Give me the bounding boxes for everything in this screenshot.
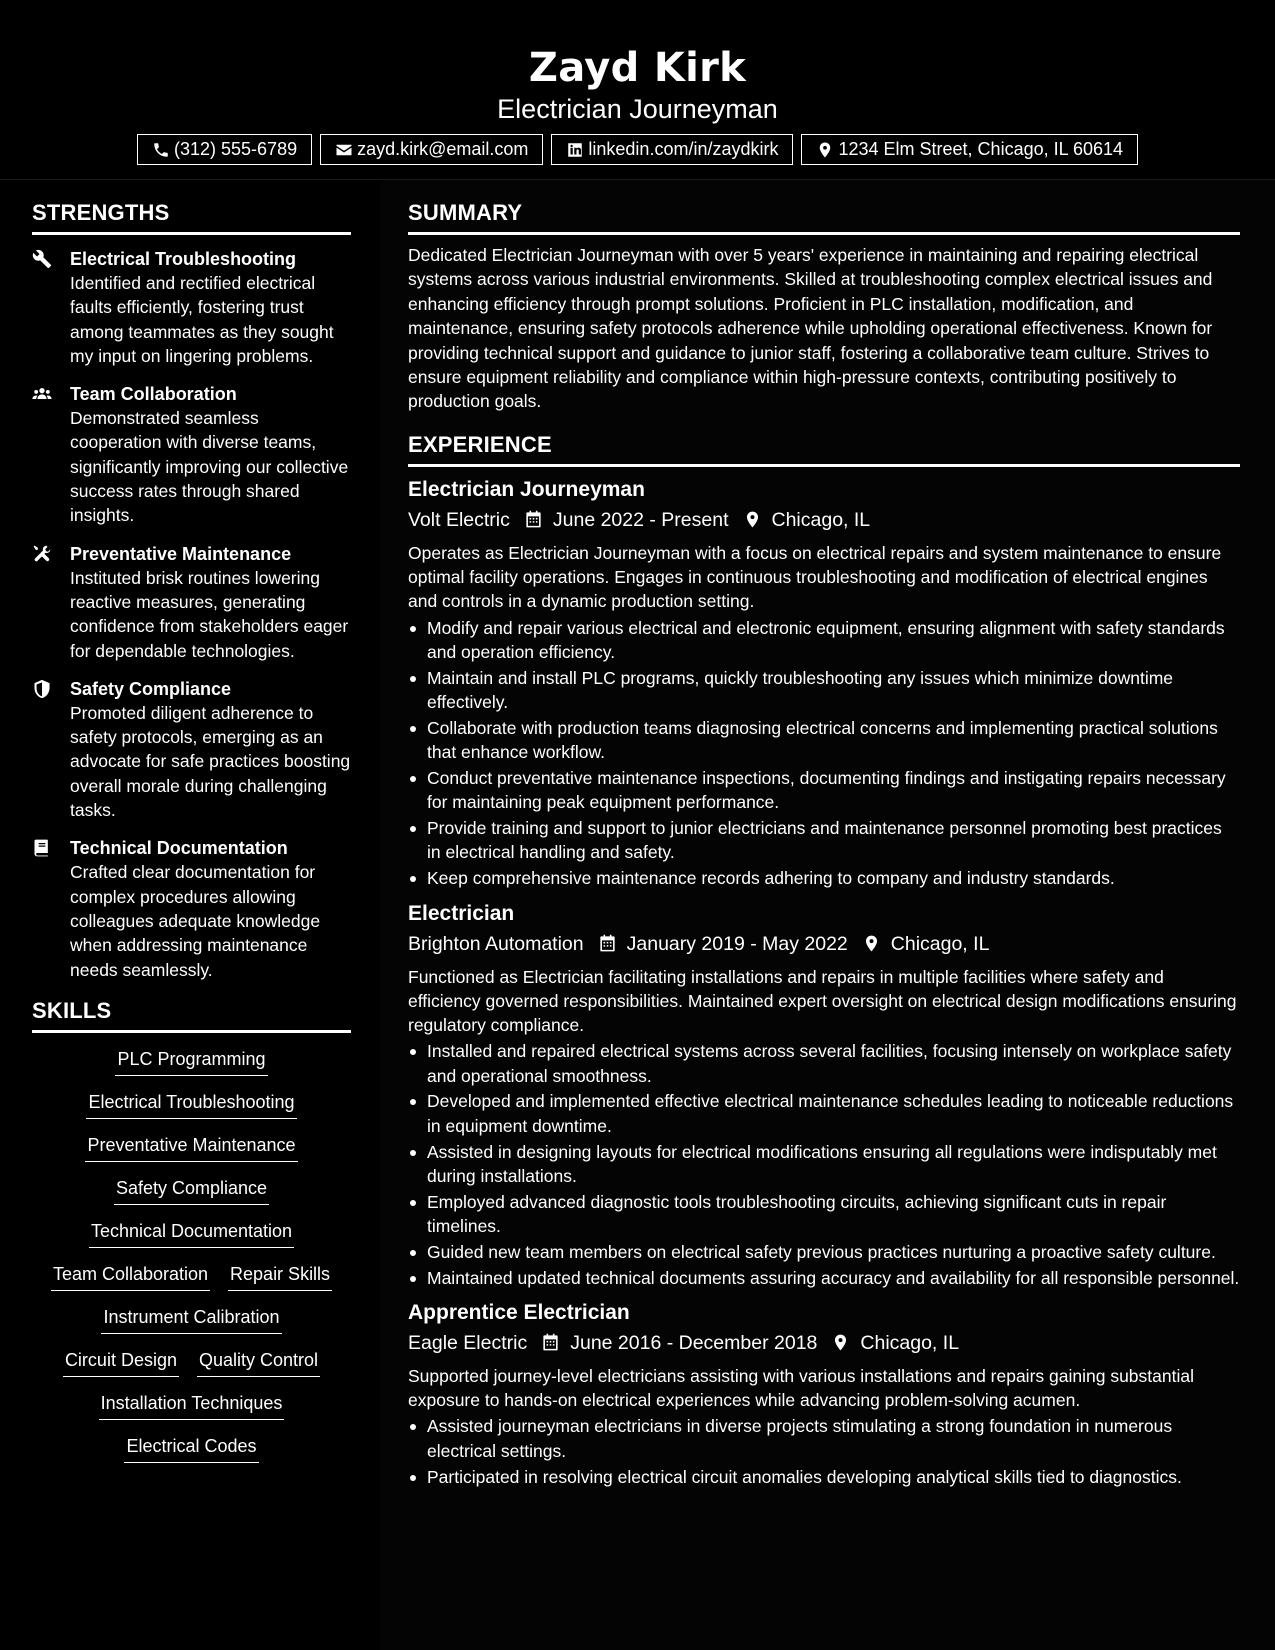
contact-address[interactable] xyxy=(801,134,1138,165)
skill-tag: Preventative Maintenance xyxy=(85,1133,297,1162)
job-dates: June 2016 - December 2018 xyxy=(570,1331,818,1354)
job-entry xyxy=(408,1298,1240,1489)
resume-header xyxy=(0,0,1275,180)
calendar-icon xyxy=(541,1333,560,1352)
skill-tag: Quality Control xyxy=(197,1348,320,1377)
strength-text: Promoted diligent adherence to safety protocols, emerging as an advocate for safe practices boosting overall morale during challenging tasks. xyxy=(70,702,351,821)
skill-tag: Electrical Codes xyxy=(124,1434,258,1463)
job-meta xyxy=(408,929,1240,959)
book-icon xyxy=(32,838,52,858)
sidebar xyxy=(32,198,351,1477)
shield-icon xyxy=(32,679,52,699)
strength-title: Preventative Maintenance xyxy=(70,543,292,564)
skill-tag: Circuit Design xyxy=(63,1348,179,1377)
strengths-list xyxy=(32,247,351,982)
strength-text: Crafted clear documentation for complex procedures allowing colleagues adequate knowledge when addressing maintenance needs seamlessly. xyxy=(70,862,321,980)
location-pin-icon xyxy=(816,141,834,159)
phone-icon xyxy=(152,141,170,159)
skills-list xyxy=(32,1047,351,1463)
contact-email[interactable] xyxy=(320,134,543,165)
job-dates: January 2019 - May 2022 xyxy=(626,932,848,955)
job-entry xyxy=(408,475,1240,891)
location-pin-icon xyxy=(862,934,881,953)
job-bullet: Maintain and install PLC programs, quickly troubleshooting any issues which minimize downtime effectively. xyxy=(408,666,1240,715)
job-meta xyxy=(408,505,1240,535)
job-description: Supported journey-level electricians assisting with various installations and repairs gaining substantial exposure to hands-on electrical experiences while advancing problem-solving acumen. xyxy=(408,1365,1194,1411)
job-location: Chicago, IL xyxy=(771,508,871,531)
users-icon xyxy=(32,384,52,404)
skills-heading: SKILLS xyxy=(32,996,351,1033)
location-pin-icon xyxy=(831,1333,850,1352)
calendar-icon xyxy=(598,934,617,953)
job-bullet: Conduct preventative maintenance inspections, documenting findings and instigating repairs necessary for maintaining peak equipment performance. xyxy=(408,766,1240,815)
experience-heading: EXPERIENCE xyxy=(408,430,1240,467)
skill-tag: Instrument Calibration xyxy=(101,1305,281,1334)
address-text: 1234 Elm Street, Chicago, IL 60614 xyxy=(838,139,1123,159)
strength-title: Team Collaboration xyxy=(70,384,237,405)
strength-title: Safety Compliance xyxy=(70,678,232,699)
strength-title: Electrical Troubleshooting xyxy=(70,249,297,269)
candidate-title: Electrician Journeyman xyxy=(497,94,778,124)
contact-bar xyxy=(0,134,1275,165)
job-bullets xyxy=(408,616,1240,891)
job-bullet: Participated in resolving electrical circuit anomalies developing analytical skills tied to diagnostics. xyxy=(408,1465,1240,1489)
email-text: zayd.kirk@email.com xyxy=(357,139,529,159)
job-company: Volt Electric xyxy=(408,508,510,531)
tools-icon xyxy=(32,544,52,564)
job-bullet: Assisted journeyman electricians in diverse projects stimulating a strong foundation in numerous electrical settings. xyxy=(408,1414,1240,1463)
job-bullet: Guided new team members on electrical safety previous practices nurturing a proactive safety culture. xyxy=(408,1240,1240,1264)
skill-tag: Electrical Troubleshooting xyxy=(86,1090,296,1119)
skill-tag: Technical Documentation xyxy=(89,1219,294,1248)
skill-tag: Installation Techniques xyxy=(99,1391,285,1420)
job-bullet: Maintained updated technical documents assuring accuracy and availability for all responsible personnel. xyxy=(408,1266,1240,1290)
job-bullets xyxy=(408,1414,1240,1488)
job-bullet: Modify and repair various electrical and electronic equipment, ensuring alignment with safety standards and operation efficiency. xyxy=(408,616,1240,665)
wrench-icon xyxy=(32,249,52,269)
job-company: Eagle Electric xyxy=(408,1331,528,1354)
strength-item xyxy=(32,247,351,368)
skill-tag: Repair Skills xyxy=(228,1262,332,1291)
strengths-heading: STRENGTHS xyxy=(32,198,351,235)
job-bullet: Provide training and support to junior electricians and maintenance personnel promoting best practices in electrical handling and safety. xyxy=(408,816,1240,865)
strength-item xyxy=(32,836,351,981)
job-bullet: Collaborate with production teams diagnosing electrical concerns and implementing practical solutions that enhance workflow. xyxy=(408,716,1240,765)
skill-tag: Safety Compliance xyxy=(114,1176,269,1205)
main-column xyxy=(408,198,1240,1490)
job-bullet: Developed and implemented effective electrical maintenance schedules leading to noticeable reductions in equipment downtime. xyxy=(408,1089,1240,1138)
skill-tag: Team Collaboration xyxy=(51,1262,210,1291)
strength-item xyxy=(32,677,351,822)
linkedin-text: linkedin.com/in/zaydkirk xyxy=(588,139,779,159)
linkedin-icon xyxy=(566,141,584,159)
location-pin-icon xyxy=(743,510,762,529)
email-icon xyxy=(335,141,353,159)
strength-text: Instituted brisk routines lowering reactive measures, generating confidence from stakeholders eager for dependable technologies. xyxy=(70,567,349,661)
contact-phone[interactable] xyxy=(137,134,312,165)
skill-tag: PLC Programming xyxy=(115,1047,267,1076)
job-description: Functioned as Electrician facilitating installations and repairs in multiple facilities where safety and efficiency governed responsibilities. Maintained expert oversight on electrical design modifications ensuring regulatory compliance. xyxy=(408,966,1237,1036)
job-location: Chicago, IL xyxy=(890,932,990,955)
job-bullets xyxy=(408,1039,1240,1289)
job-location: Chicago, IL xyxy=(860,1331,960,1354)
strength-item xyxy=(32,382,351,527)
job-company: Brighton Automation xyxy=(408,932,584,955)
contact-linkedin[interactable] xyxy=(551,134,793,165)
job-bullet: Installed and repaired electrical systems across several facilities, focusing intensely on workplace safety and operational smoothness. xyxy=(408,1039,1240,1088)
strength-text: Demonstrated seamless cooperation with diverse teams, significantly improving our collective success rates through shared insights. xyxy=(70,408,349,526)
candidate-name: Zayd Kirk xyxy=(528,45,747,91)
job-bullet: Keep comprehensive maintenance records adhering to company and industry standards. xyxy=(408,866,1240,890)
strength-item xyxy=(32,542,351,663)
job-dates: June 2022 - Present xyxy=(552,508,729,531)
calendar-icon xyxy=(524,510,543,529)
job-title: Apprentice Electrician xyxy=(408,1300,630,1324)
strength-text: Identified and rectified electrical faults efficiently, fostering trust among teammates as they sought my input on lingering problems. xyxy=(70,273,334,366)
summary-text: Dedicated Electrician Journeyman with over 5 years' experience in maintaining and repairing electrical systems across various industrial environments. Skilled at troubleshooting complex electrical issues and enhancing efficiency through prompt solutions. Proficient in PLC installation, modification, and maintenance, ensuring safety protocols adherence while upholding operational effectiveness. Known for providing technical support and guidance to junior staff, fostering a collaborative team culture. Strives to ensure equipment reliability and compliance within high-pressure contexts, contributing positively to production goals. xyxy=(408,245,1213,412)
job-entry xyxy=(408,899,1240,1290)
job-meta xyxy=(408,1328,1240,1358)
strength-title: Technical Documentation xyxy=(70,838,288,859)
job-title: Electrician Journeyman xyxy=(408,477,645,501)
job-description: Operates as Electrician Journeyman with a focus on electrical repairs and system maintenance to ensure optimal facility operations. Engages in continuous troubleshooting and modification of electrical engines and controls in a dynamic production setting. xyxy=(408,542,1222,612)
job-bullet: Assisted in designing layouts for electrical modifications ensuring all regulations were indisputably met during installations. xyxy=(408,1140,1240,1189)
job-bullet: Employed advanced diagnostic tools troubleshooting circuits, achieving significant cuts in repair timelines. xyxy=(408,1190,1240,1239)
summary-heading: SUMMARY xyxy=(408,198,1240,235)
job-title: Electrician xyxy=(408,901,515,925)
phone-text: (312) 555-6789 xyxy=(174,139,298,159)
